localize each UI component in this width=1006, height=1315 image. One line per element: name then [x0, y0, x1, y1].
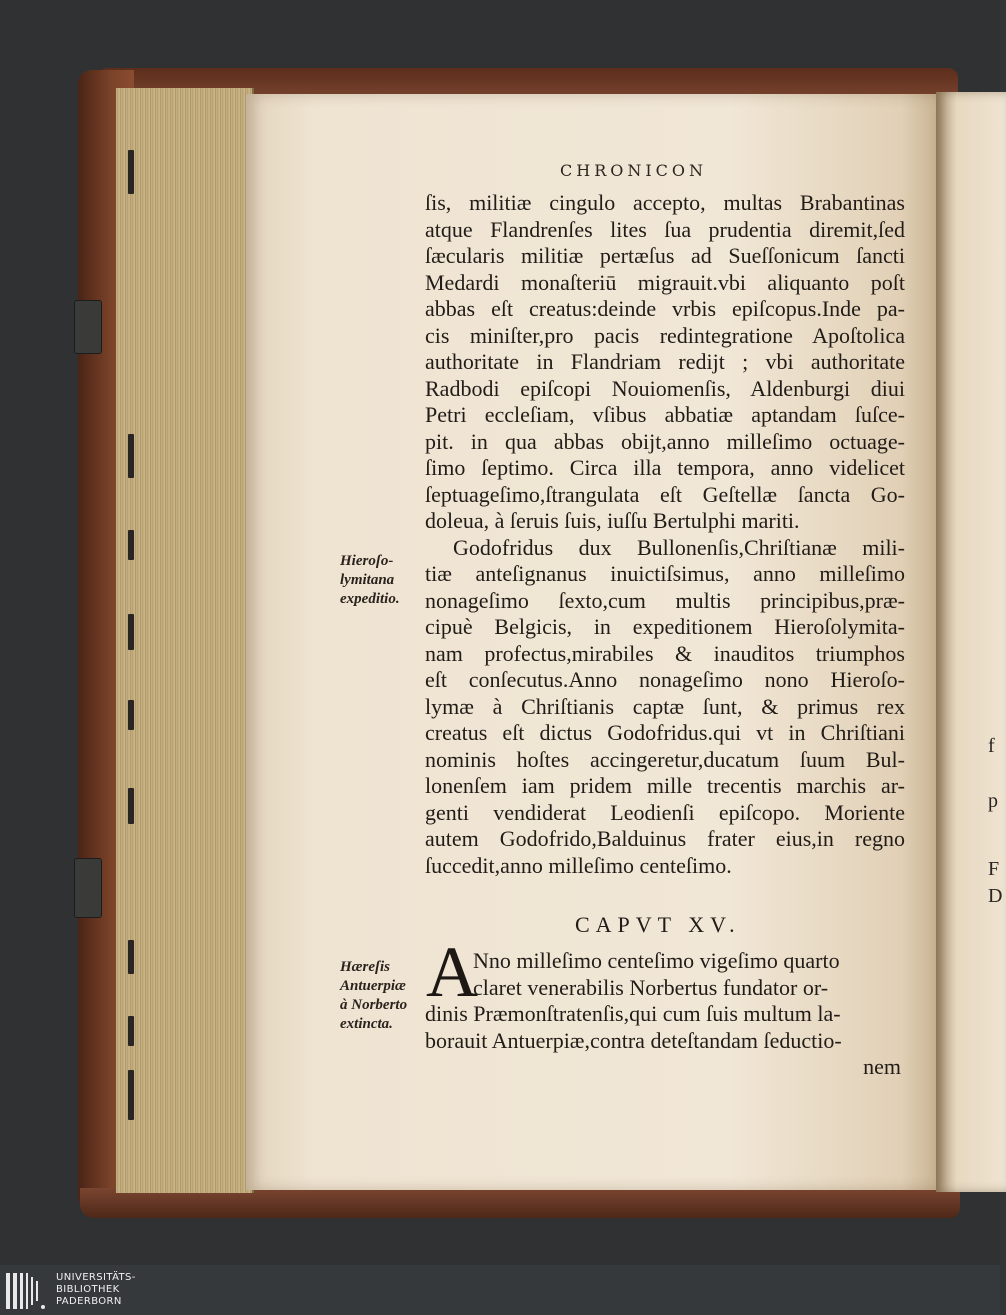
- facing-page-fragment: p: [988, 790, 998, 812]
- text-line: tiæ anteſignanus inuictiſsimus, anno milleſimo: [425, 561, 905, 586]
- page-tab-mark: [128, 940, 134, 974]
- text-line: atque Flandrenſes lites ſua prudentia diremit,ſed: [425, 216, 905, 242]
- facing-page-fragment: f: [988, 735, 995, 757]
- marginal-note: [340, 552, 400, 609]
- facing-page-fragment: D: [988, 885, 1003, 907]
- text-line: ſis, militiæ cingulo accepto, multas Brabantinas: [425, 190, 905, 215]
- text-line: nonageſimo ſexto,cum multis principibus,præ-: [425, 587, 905, 613]
- running-head: CHRONICON: [560, 161, 708, 180]
- page-edges: [116, 88, 254, 1193]
- marginal-note-line: à Norberto: [340, 997, 408, 1013]
- text-line: abbas eſt creatus:deinde vrbis epiſcopus.Inde pa-: [425, 296, 905, 321]
- chapter-text: [425, 948, 903, 1081]
- text-line: Medardi monaſteriū migrauit.vbi aliquanto poſt: [425, 269, 905, 295]
- marginal-note-line: expeditio.: [340, 591, 400, 607]
- text-line: autem Godofrido,Balduinus frater eius,in regno: [425, 826, 905, 851]
- text-line: cis miniſter,pro pacis redintegratione Apoſtolica: [425, 322, 905, 348]
- page-tab-mark: [128, 614, 134, 650]
- logo-text-line: PADERBORN: [56, 1296, 122, 1307]
- text-line: ſimo ſeptimo. Circa illa tempora, anno videlicet: [425, 455, 905, 480]
- page-tab-mark: [128, 1070, 134, 1120]
- text-line: cipuè Belgicis, in expeditionem Hieroſolymita-: [425, 614, 905, 639]
- page-tab-mark: [128, 788, 134, 824]
- text-line: lonenſem iam pridem mille trecentis marchis ar-: [425, 773, 905, 798]
- marginal-note-line: Antuerpiæ: [340, 978, 406, 994]
- text-line: doleua, à ſeruis ſuis, iuſſu Bertulphi mariti.: [425, 508, 800, 533]
- text-line: nam profectus,mirabiles & inauditos triumphos: [425, 640, 905, 666]
- text-line: ſuccedit,anno milleſimo centeſimo.: [425, 852, 732, 878]
- marginal-note-line: Hieroſo-: [340, 553, 394, 569]
- text-line: claret venerabilis Norbertus fundator or-: [473, 974, 829, 1000]
- text-line: nominis hoſtes accingeretur,ducatum ſuum Bul-: [425, 746, 905, 772]
- body-text: [425, 190, 905, 879]
- marginal-note-line: Hæreſis: [340, 959, 390, 975]
- marginal-note-line: extincta.: [340, 1016, 393, 1032]
- text-line: ſæcularis militiæ pertæſus ad Sueſſonicum ſancti: [425, 243, 905, 268]
- library-logo-icon: [6, 1273, 48, 1309]
- text-line: dinis Præmonſtratenſis,qui cum ſuis multum la-: [425, 1001, 841, 1026]
- text-line: ſeptuageſimo,ſtrangulata eſt Geſtellæ ſancta Go-: [425, 481, 905, 507]
- catchword: nem: [863, 1054, 901, 1079]
- text-line: Godofridus dux Bullonenſis,Chriſtianæ mili-: [453, 534, 905, 560]
- logo-text-line: UNIVERSITÄTS-: [56, 1272, 136, 1283]
- logo-text-line: BIBLIOTHEK: [56, 1284, 120, 1295]
- facing-page-fragment: F: [988, 858, 1000, 880]
- marginal-note: [340, 958, 407, 1034]
- text-line: Nno milleſimo centeſimo vigeſimo quarto: [473, 948, 840, 973]
- clasp-icon: [74, 300, 102, 354]
- chapter-heading: CAPVT XV.: [575, 912, 741, 937]
- text-line: lymæ à Chriſtianis captæ ſunt, & primus rex: [425, 693, 905, 719]
- library-logo-text: [56, 1272, 136, 1308]
- text-line: eſt conſecutus.Anno nonageſimo nono Hieroſo-: [425, 667, 905, 692]
- facing-page-edge: [936, 92, 1006, 1192]
- page-tab-mark: [128, 700, 134, 730]
- text-line: genti vendiderat Leodienſi epiſcopo. Moriente: [425, 799, 905, 825]
- text-line: pit. in qua abbas obijt,anno milleſimo octuage-: [425, 428, 905, 454]
- footer-bar: [0, 1265, 1000, 1315]
- page-tab-mark: [128, 530, 134, 560]
- text-line: Petri eccleſiam, vſibus abbatiæ aptandam ſuſce-: [425, 402, 905, 427]
- text-line: Radbodi epiſcopi Nouiomenſis, Aldenburgi diui: [425, 375, 905, 401]
- text-line: creatus eſt dictus Godofridus.qui vt in Chriſtiani: [425, 720, 905, 745]
- page-tab-mark: [128, 150, 134, 194]
- page-tab-mark: [128, 434, 134, 478]
- clasp-icon: [74, 858, 102, 918]
- page-tab-mark: [128, 1016, 134, 1046]
- drop-cap: A: [426, 932, 478, 1012]
- text-line: borauit Antuerpiæ,contra deteſtandam ſeductio-: [425, 1027, 842, 1053]
- text-line: authoritate in Flandriam redijt ; vbi authoritate: [425, 349, 905, 374]
- marginal-note-line: lymitana: [340, 572, 395, 588]
